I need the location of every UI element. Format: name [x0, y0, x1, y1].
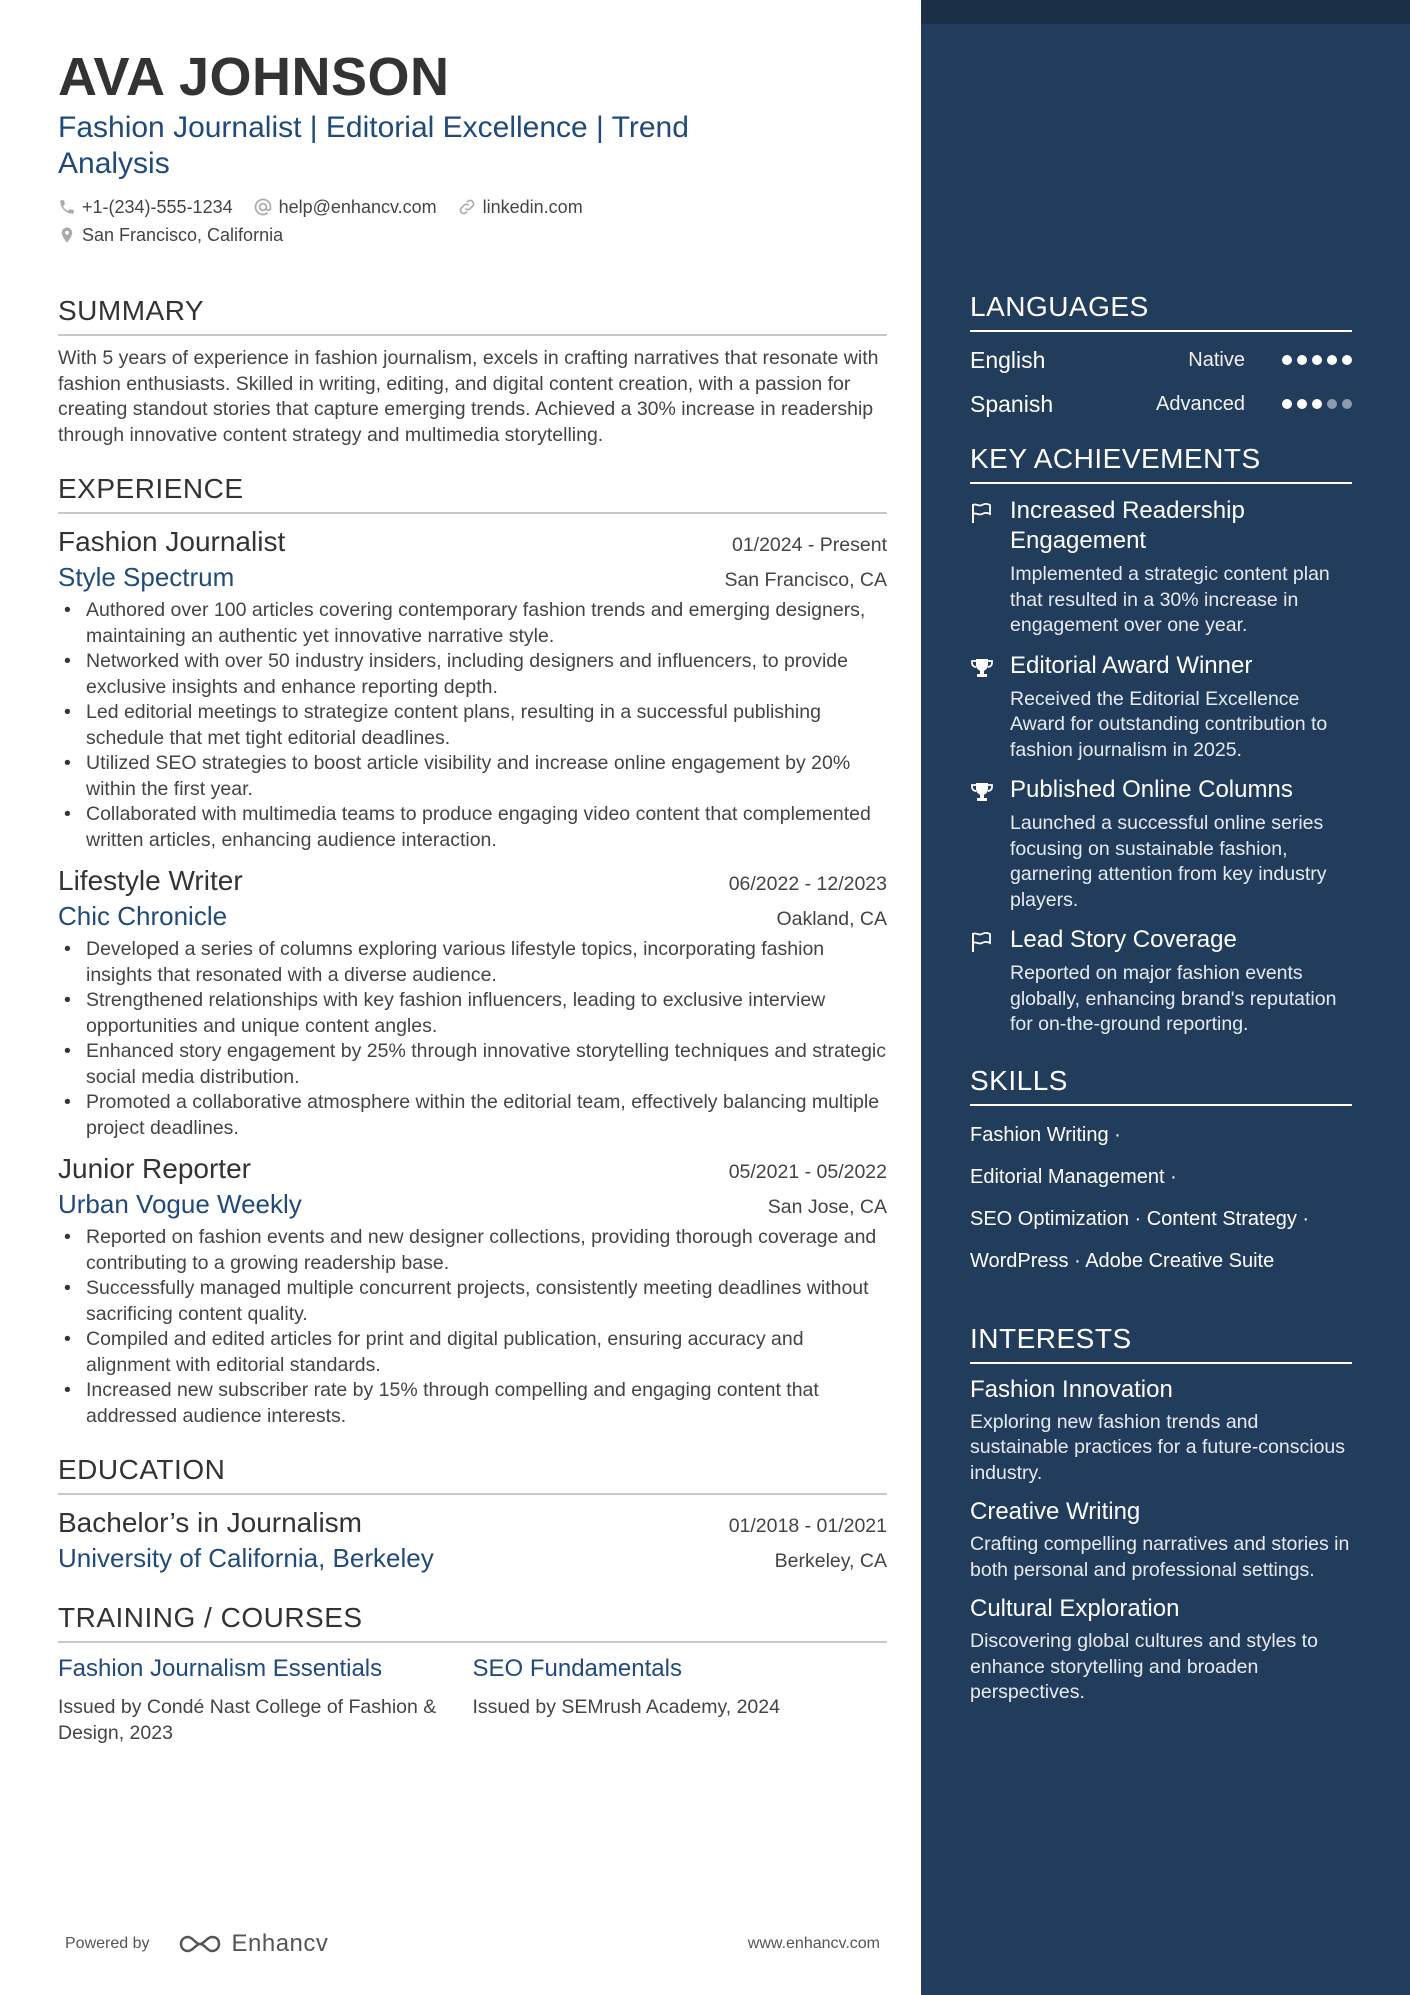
main-column: [58, 46, 887, 1746]
language-name: Spanish: [970, 390, 1054, 417]
language-level: Native: [1188, 348, 1245, 371]
trophy-icon: [970, 651, 1010, 764]
bullet-item: • Reported on fashion events and new designer collections, providing thorough coverage and contributing to a growing readership base.: [58, 1225, 887, 1276]
achievement-body: [1010, 651, 1352, 764]
interest-desc: Discovering global cultures and styles to enhance storytelling and broaden perspectives.: [970, 1630, 1318, 1703]
achievement-desc: Reported on major fashion events globally, enhancing brand's reputation for on-the-ground reporting.: [1010, 962, 1337, 1035]
achievement-title: Published Online Columns: [1010, 776, 1293, 803]
language-name: English: [970, 346, 1046, 373]
summary-section: [58, 294, 887, 448]
languages-section: [970, 290, 1352, 420]
interest-item: [970, 1593, 1352, 1706]
language-level: Advanced: [1156, 392, 1245, 415]
achievement-desc: Received the Editorial Excellence Award for outstanding contribution to fashion journalism in 2025.: [1010, 687, 1328, 761]
job-entry: [58, 524, 887, 853]
skill-tag: SEO Optimization: [970, 1207, 1129, 1230]
language-row: [970, 388, 1352, 420]
training-title: TRAINING / COURSES: [58, 1601, 887, 1643]
skill-separator: ·: [1164, 1165, 1177, 1188]
achievement-title: Lead Story Coverage: [1010, 926, 1237, 953]
interest-item: [970, 1496, 1352, 1583]
rating-dot: [1282, 399, 1292, 409]
skill-tag: Editorial Management: [970, 1165, 1165, 1188]
location-pin-icon: [58, 225, 76, 245]
rating-dot: [1282, 355, 1292, 365]
job-entry: [58, 1151, 887, 1429]
contact-phone[interactable]: [58, 196, 233, 218]
phone-icon: [58, 198, 76, 216]
skill-tag: Content Strategy: [1146, 1207, 1297, 1230]
school: University of California, Berkeley: [58, 1543, 434, 1573]
link-icon: [457, 197, 477, 217]
achievement-title: Increased Readership Engagement: [1010, 497, 1245, 554]
job-header: [58, 524, 887, 560]
brand-name: Enhancv: [231, 1930, 329, 1957]
contact-linkedin[interactable]: [457, 196, 583, 218]
rating-dot: [1342, 399, 1352, 409]
job-bullets: [58, 937, 887, 1141]
skill-tag: WordPress: [970, 1249, 1069, 1272]
rating-dot: [1297, 355, 1307, 365]
skill-line: [970, 1114, 1352, 1156]
achievement-item: [970, 496, 1352, 639]
achievement-title: Editorial Award Winner: [1010, 651, 1253, 679]
job-dates: 01/2024 - Present: [731, 534, 887, 556]
achievement-body: [1010, 925, 1352, 1038]
bullet-item: • Led editorial meetings to strategize content plans, resulting in a successful publishing schedule that met tight editorial deadlines.: [58, 700, 887, 751]
contact-location: [58, 224, 283, 246]
achievement-item: [970, 925, 1352, 1038]
bullet-item: • Strengthened relationships with key fashion influencers, leading to exclusive interview opportunities and unique content angles.: [58, 988, 887, 1039]
skill-line: [970, 1198, 1352, 1240]
skill-list: [970, 1114, 1352, 1282]
interest-list: [970, 1374, 1352, 1706]
sidebar: [970, 290, 1352, 1706]
bullet-item: • Utilized SEO strategies to boost article visibility and increase online engagement by 20% within the first year.: [58, 751, 887, 802]
skill-separator: ·: [1068, 1249, 1086, 1272]
language-row: [970, 344, 1352, 376]
rating-dot: [1312, 355, 1322, 365]
company-name: Style Spectrum: [58, 562, 235, 592]
flag-icon: [970, 496, 1010, 639]
rating-dot: [1327, 355, 1337, 365]
language-level-group: [1156, 393, 1352, 416]
achievement-desc: Implemented a strategic content plan that resulted in a 30% increase in engagement over one year.: [1010, 563, 1330, 636]
course-issuer: Issued by Condé Nast College of Fashion & Design, 2023: [58, 1696, 437, 1744]
contact-row-2: [58, 224, 887, 246]
achievements-section: [970, 442, 1352, 1038]
job-list: [58, 524, 887, 1429]
contact-email[interactable]: [253, 196, 437, 218]
job-bullets: [58, 1225, 887, 1429]
job-bullets: [58, 598, 887, 853]
achievement-desc: Launched a successful online series focusing on sustainable fashion, garnering attention from key industry players.: [1010, 812, 1327, 911]
job-header: [58, 1151, 887, 1187]
course-item: [473, 1653, 888, 1746]
job-company-row: [58, 560, 887, 594]
skill-separator: ·: [1108, 1123, 1121, 1146]
rating-dot: [1312, 399, 1322, 409]
summary-text: With 5 years of experience in fashion journalism, excels in crafting narratives that resonate with fashion enthusiasts. Skilled in writing, editing, and digital content creation, with a passion for creating standout stories that capture emerging trends. Achieved a 30% increase in readership through innovative content strategy and multimedia storytelling.: [58, 347, 879, 446]
rating-dot: [1342, 355, 1352, 365]
job-title: Lifestyle Writer: [58, 865, 243, 896]
job-location: San Jose, CA: [767, 1196, 887, 1218]
degree: Bachelor’s in Journalism: [58, 1507, 362, 1538]
contact-row: [58, 196, 887, 218]
achievement-body: [1010, 496, 1352, 639]
bullet-item: • Promoted a collaborative atmosphere within the editorial team, effectively balancing multiple project deadlines.: [58, 1090, 887, 1141]
skill-line: [970, 1240, 1352, 1282]
achievement-item: [970, 775, 1352, 913]
flag-icon: [970, 925, 1010, 1038]
bullet-item: • Collaborated with multimedia teams to produce engaging video content that complemented written articles, enhancing audience interaction.: [58, 802, 887, 853]
at-icon: [253, 197, 273, 217]
company-name: Chic Chronicle: [58, 901, 228, 931]
course-item: [58, 1653, 473, 1746]
candidate-name: AVA JOHNSON: [58, 47, 450, 107]
education-dates: 01/2018 - 01/2021: [728, 1515, 887, 1537]
skills-section: [970, 1064, 1352, 1282]
skill-tag: Fashion Writing: [970, 1123, 1109, 1146]
interest-title: Creative Writing: [970, 1498, 1141, 1525]
achievement-body: [1010, 775, 1352, 913]
bullet-item: • Developed a series of columns exploring various lifestyle topics, incorporating fashion insights that resonated with a diverse audience.: [58, 937, 887, 988]
course-title: Fashion Journalism Essentials: [58, 1655, 383, 1682]
interests-section: [970, 1322, 1352, 1706]
phone-text: +1-(234)-555-1234: [82, 197, 233, 217]
powered-by[interactable]: [65, 1930, 328, 1958]
interests-title: INTERESTS: [970, 1322, 1352, 1364]
interest-item: [970, 1374, 1352, 1487]
sidebar-top-band: [921, 0, 1410, 24]
enhancv-logo-icon: [176, 1933, 224, 1955]
site-link[interactable]: www.enhancv.com: [747, 1935, 880, 1952]
bullet-item: • Authored over 100 articles covering contemporary fashion trends and emerging designers, maintaining an authentic yet innovative narrative style.: [58, 598, 887, 649]
summary-title: SUMMARY: [58, 294, 887, 336]
powered-by-label: Powered by: [65, 1935, 150, 1952]
rating-dot: [1327, 399, 1337, 409]
job-entry: [58, 863, 887, 1141]
achievement-list: [970, 496, 1352, 1038]
job-location: San Francisco, CA: [724, 569, 887, 591]
job-title: Junior Reporter: [58, 1153, 251, 1184]
job-location: Oakland, CA: [776, 908, 887, 930]
education-title: EDUCATION: [58, 1453, 887, 1495]
skill-separator: ·: [1296, 1207, 1310, 1230]
footer: [65, 1930, 880, 1958]
bullet-item: • Successfully managed multiple concurrent projects, consistently meeting deadlines without sacrificing content quality.: [58, 1276, 887, 1327]
bullet-item: • Networked with over 50 industry insiders, including designers and influencers, to provide exclusive insights and enhance reporting depth.: [58, 649, 887, 700]
experience-section: [58, 472, 887, 1429]
linkedin-text: linkedin.com: [482, 197, 583, 217]
languages-title: LANGUAGES: [970, 290, 1352, 332]
job-title: Fashion Journalist: [58, 526, 286, 557]
job-dates: 05/2021 - 05/2022: [728, 1161, 887, 1183]
email-text: help@enhancv.com: [278, 197, 437, 217]
bullet-item: • Increased new subscriber rate by 15% through compelling and engaging content that addressed audience interests.: [58, 1378, 887, 1429]
skill-line: [970, 1156, 1352, 1198]
language-rating: [1277, 355, 1352, 365]
company-name: Urban Vogue Weekly: [58, 1189, 302, 1219]
bullet-item: • Compiled and edited articles for print and digital publication, ensuring accuracy and alignment with editorial standards.: [58, 1327, 887, 1378]
job-company-row: [58, 1187, 887, 1221]
skill-separator: ·: [1128, 1207, 1147, 1230]
job-header: [58, 863, 887, 899]
language-rating: [1277, 399, 1352, 409]
achievements-title: KEY ACHIEVEMENTS: [970, 442, 1352, 484]
training-section: [58, 1601, 887, 1746]
course-title: SEO Fundamentals: [472, 1655, 682, 1682]
job-company-row: [58, 899, 887, 933]
education-section: [58, 1453, 887, 1575]
language-level-group: [1188, 349, 1352, 372]
bullet-item: • Enhanced story engagement by 25% through innovative storytelling techniques and strategic social media distribution.: [58, 1039, 887, 1090]
language-list: [970, 344, 1352, 420]
interest-title: Cultural Exploration: [970, 1595, 1180, 1622]
interest-desc: Crafting compelling narratives and stories in both personal and professional settings.: [970, 1533, 1350, 1581]
course-issuer: Issued by SEMrush Academy, 2024: [472, 1696, 780, 1718]
trophy-icon: [970, 775, 1010, 913]
headline: Fashion Journalist | Editorial Excellence | Trend Analysis: [58, 111, 689, 180]
job-dates: 06/2022 - 12/2023: [728, 873, 887, 895]
achievement-item: [970, 651, 1352, 764]
skills-title: SKILLS: [970, 1064, 1352, 1106]
interest-title: Fashion Innovation: [970, 1375, 1173, 1403]
education-location: Berkeley, CA: [774, 1550, 887, 1572]
experience-title: EXPERIENCE: [58, 472, 887, 514]
rating-dot: [1297, 399, 1307, 409]
course-list: [58, 1653, 887, 1746]
location-text: San Francisco, California: [82, 225, 284, 245]
interest-desc: Exploring new fashion trends and sustainable practices for a future-conscious industry.: [970, 1410, 1346, 1484]
skill-tag: Adobe Creative Suite: [1085, 1249, 1275, 1272]
